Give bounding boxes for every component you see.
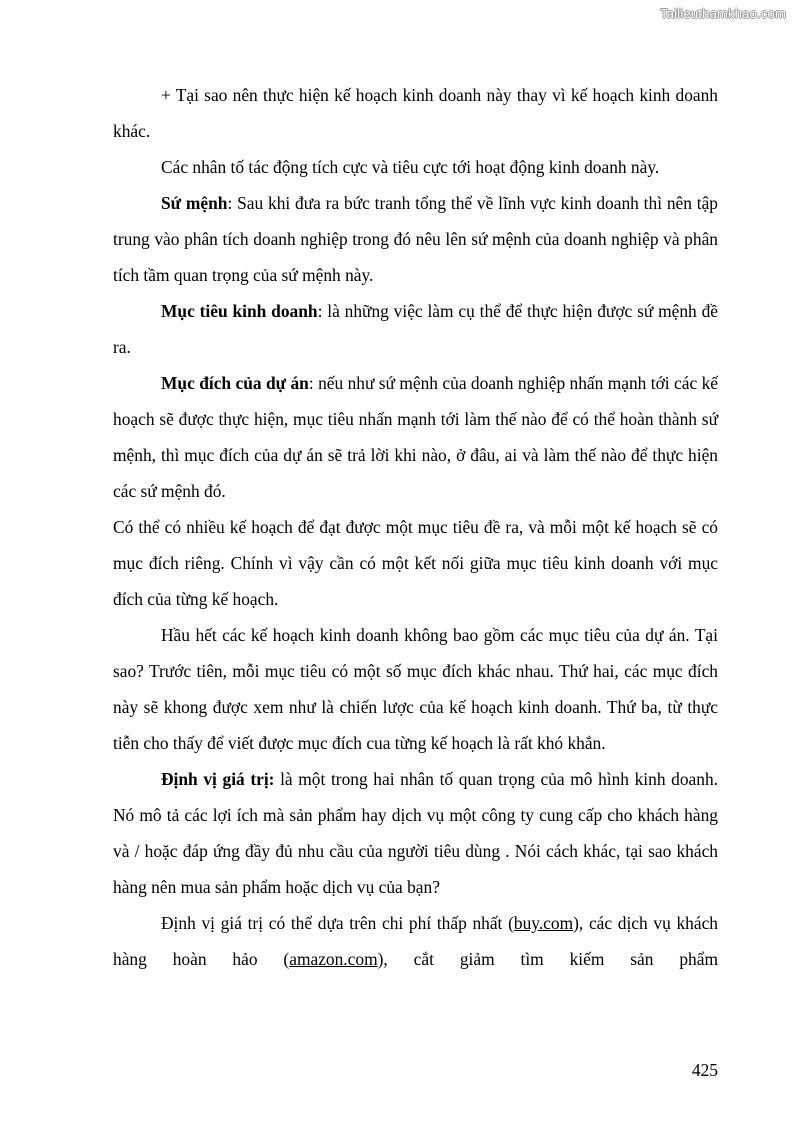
term-value-proposition: Định vị giá trị: bbox=[161, 769, 275, 789]
link-buy-com[interactable]: buy.com bbox=[513, 913, 574, 933]
value-proposition-text: là một trong hai nhân tố quan trọng của mô hình kinh doanh. Nó mô tả các lợi ích mà sản phẩm hay dịch vụ một công ty cung cấp cho khách hàng và / hoặc đáp ứng đầy đủ nhu cầu của người tiêu dùng . Nói cách khác, tại sao khách hàng nên mua sản phẩm hoặc dịch vụ của bạn? bbox=[113, 769, 718, 897]
value-examples-text-b: ), các dịch vụ khách hàng hoàn hảo ( bbox=[113, 913, 719, 969]
value-examples-text-c: ), cắt giảm tìm kiếm sản phẩm bbox=[377, 949, 718, 969]
paragraph-plans: Có thể có nhiều kế hoạch để đạt được một mục tiêu đề ra, và mỗi một kế hoạch sẽ có mục đích riêng. Chính vì vậy cần có một kết nối giữa mục tiêu kinh doanh với mục đích của từng kế hoạch. bbox=[113, 517, 718, 609]
paragraph-project-purpose bbox=[113, 365, 718, 509]
term-business-goal: Mục tiêu kinh doanh bbox=[161, 301, 318, 321]
mission-text: : Sau khi đưa ra bức tranh tổng thể về lĩnh vực kinh doanh thì nên tập trung vào phân tích doanh nghiệp trong đó nêu lên sứ mệnh của doanh nghiệp và phân tích tầm quan trọng của sứ mệnh này. bbox=[113, 193, 718, 285]
paragraph-objectives: Hầu hết các kế hoạch kinh doanh không bao gồm các mục tiêu của dự án. Tại sao? Trước tiên, mỗi mục tiêu có một số mục đích khác nhau. Thứ hai, các mục đích này sẽ khong được xem như là chiến lược của kế hoạch kinh doanh. Thứ ba, từ thực tiễn cho thấy để viết được mục đích cua từng kế hoạch là rất khó khắn. bbox=[113, 625, 718, 753]
paragraph-reason: + Tại sao nên thực hiện kế hoạch kinh doanh này thay vì kế hoạch kinh doanh khác. bbox=[113, 85, 718, 141]
paragraph-value-examples bbox=[113, 905, 718, 977]
project-purpose-text: : nếu như sứ mệnh của doanh nghiệp nhấn mạnh tới các kế hoạch sẽ được thực hiện, mục tiêu nhấn mạnh tới làm thế nào để có thể hoàn thành sứ mệnh, thì mục đích của dự án sẽ trả lời khi nào, ở đâu, ai và làm thế nào để thực hiện các sứ mệnh đó. bbox=[113, 373, 718, 501]
paragraph-mission bbox=[113, 185, 718, 293]
watermark: Tailieuthamkhao.com bbox=[660, 6, 786, 21]
paragraph-business-goal bbox=[113, 293, 718, 365]
document-body bbox=[113, 77, 718, 977]
term-project-purpose: Mục đích của dự án bbox=[161, 373, 309, 393]
business-goal-text: : là những việc làm cụ thể để thực hiện được sứ mệnh đề ra. bbox=[113, 301, 718, 357]
term-mission: Sứ mệnh bbox=[161, 193, 228, 213]
page-number: 425 bbox=[691, 1060, 718, 1080]
link-amazon-com[interactable]: amazon.com bbox=[289, 949, 378, 969]
paragraph-factors: Các nhân tố tác động tích cực và tiêu cực tới hoạt động kinh doanh này. bbox=[161, 157, 660, 177]
paragraph-value-proposition bbox=[113, 761, 718, 905]
value-examples-text-a: Định vị giá trị có thể dựa trên chi phí thấp nhất ( bbox=[161, 913, 514, 933]
